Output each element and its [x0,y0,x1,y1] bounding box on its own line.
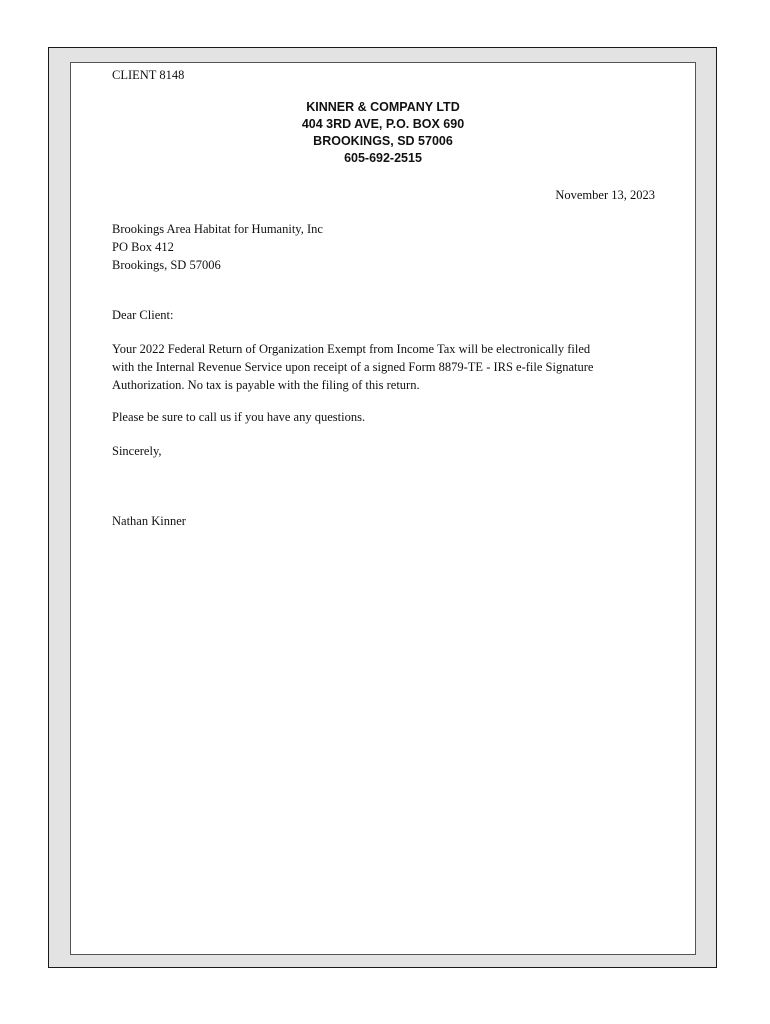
closing-note: Please be sure to call us if you have any questions. [112,410,366,424]
sign-off: Sincerely, [112,444,162,458]
salutation: Dear Client: [112,308,174,322]
body-line: Authorization. No tax is payable with the filing of this return. [112,378,420,392]
client-id: CLIENT 8148 [112,68,185,82]
company-phone: 605-692-2515 [344,151,422,165]
letterhead [70,99,696,167]
body-paragraph [112,340,660,394]
company-name: KINNER & COMPANY LTD [306,100,460,114]
company-street: 404 3RD AVE, P.O. BOX 690 [301,117,465,131]
body-line: with the Internal Revenue Service upon receipt of a signed Form 8879-TE - IRS e-file Signature [112,360,594,374]
recipient-address [112,220,323,274]
recipient-address-line1: PO Box 412 [112,240,174,254]
recipient-name: Brookings Area Habitat for Humanity, Inc [112,222,323,236]
body-line: Your 2022 Federal Return of Organization Exempt from Income Tax will be electronically filed [112,342,591,356]
company-city: BROOKINGS, SD 57006 [313,134,453,148]
letter-date: November 13, 2023 [555,188,655,202]
signer-name: Nathan Kinner [112,514,186,528]
recipient-address-line2: Brookings, SD 57006 [112,258,221,272]
